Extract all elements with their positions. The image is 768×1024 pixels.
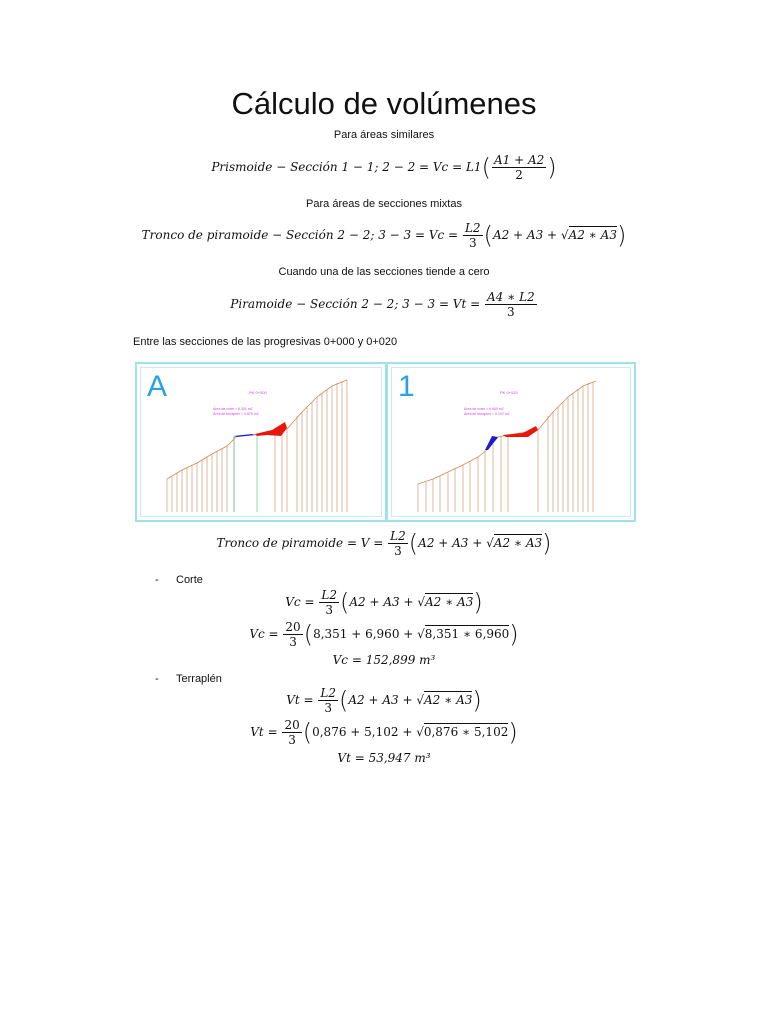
fraction xyxy=(318,686,338,715)
heading-between-sections: Entre las secciones de las progresivas 0+000 y 0+020 xyxy=(133,336,398,348)
fraction xyxy=(319,588,339,617)
panel-info-2: Área de terraplén = 5.102 m2 xyxy=(464,412,510,416)
formula-rhs: A2 + A3 + xyxy=(492,228,561,242)
numerator: A4 ∗ L2 xyxy=(487,290,535,304)
denominator: 3 xyxy=(289,635,297,649)
corte-label: Corte xyxy=(176,574,203,586)
page-title: Cálculo de volúmenes xyxy=(231,86,537,121)
corte-formula-1: Vc = $\frac{L2}{3}$ (A2 + A3 + √A2 ∗ A3) xyxy=(285,588,483,617)
sqrt-icon: √ xyxy=(416,725,424,739)
formula-tronco-piramoide: Tronco de piramoide − Sección 2 − 2; 3 − 3 = Vc = $\frac{L2}{3}$ (A2 + A3 + √A2 ∗ A3) xyxy=(141,221,627,250)
denominator: 3 xyxy=(507,305,515,319)
corte-result: Vc = 152,899 m³ xyxy=(332,653,436,667)
numerator: L2 xyxy=(320,686,337,700)
formula-lhs: Vc = xyxy=(285,595,315,609)
formula-lhs: Vc = xyxy=(249,627,279,641)
terraplen-result: Vt = 53,947 m³ xyxy=(337,751,431,765)
heading-mixed-areas: Para áreas de secciones mixtas xyxy=(306,198,462,210)
fill-area-shape xyxy=(485,436,498,450)
numerator: 20 xyxy=(285,620,301,634)
formula-tronco-general: Tronco de piramoide = V = $\frac{L2}{3}$ (A2 + A3 + √A2 ∗ A3) xyxy=(216,529,552,558)
cut-area-shape xyxy=(255,422,287,436)
cross-section-drawing-1 xyxy=(388,364,634,520)
formula-piramoide xyxy=(0,290,768,319)
panel-letter: 1 xyxy=(398,370,415,403)
formula-lhs: Tronco de piramoide = V = xyxy=(216,536,384,550)
denominator: 3 xyxy=(288,733,296,747)
formula-lhs: Prismoide − Sección 1 − 1; 2 − 2 = Vc = L1 xyxy=(211,160,482,174)
numerator: L2 xyxy=(390,529,406,543)
fraction xyxy=(485,290,537,319)
terraplen-label: Terraplén xyxy=(176,673,222,685)
fraction xyxy=(283,620,302,649)
formula-rhs: A2 + A3 + xyxy=(418,536,487,550)
numerator: L2 xyxy=(464,221,481,235)
sqrt-content: A2 ∗ A3 xyxy=(568,228,617,242)
formula-rhs: A2 + A3 + xyxy=(349,595,418,609)
fraction xyxy=(282,718,301,747)
section-panel-1 xyxy=(386,362,636,522)
cut-area-shape xyxy=(503,426,538,437)
sqrt-icon: √ xyxy=(486,536,494,550)
formula-lhs: Vt = xyxy=(286,693,314,707)
cross-section-drawing-a xyxy=(137,364,385,520)
sqrt-content: 8,351 ∗ 6,960 xyxy=(424,627,510,641)
formula-lhs: Vt = xyxy=(250,725,278,739)
formula-lhs: Tronco de piramoide − Sección 2 − 2; 3 − 3 = Vc = xyxy=(141,228,459,242)
terraplen-formula-1: Vt = $\frac{L2}{3}$ (A2 + A3 + √A2 ∗ A3) xyxy=(286,686,482,715)
panel-info-1: Área de corte = 6.960 m2 xyxy=(464,407,504,411)
numerator: L2 xyxy=(321,588,337,602)
heading-zero-section: Cuando una de las secciones tiende a cero xyxy=(278,266,490,278)
denominator: 3 xyxy=(394,544,402,558)
sqrt-content: 0,876 ∗ 5,102 xyxy=(423,725,509,739)
fraction xyxy=(388,529,408,558)
fraction xyxy=(492,153,546,182)
formula-prismoide: Prismoide − Sección 1 − 1; 2 − 2 = Vc = L1( $\frac{A1 + A2}{2}$ ) xyxy=(211,153,557,182)
fraction xyxy=(463,221,483,250)
sqrt-content: A2 ∗ A3 xyxy=(493,536,543,550)
numerator: A1 + A2 xyxy=(493,153,545,167)
denominator: 3 xyxy=(325,603,333,617)
formula-rhs: 0,876 + 5,102 + xyxy=(312,725,417,739)
terraplen-formula-2: Vt = $\frac{20}{3}$ (0,876 + 5,102 + √0,876 ∗ 5,102) xyxy=(250,718,518,747)
bullet-dash: - xyxy=(155,574,159,586)
sqrt-icon: √ xyxy=(417,595,425,609)
corte-formula-2: Vc = $\frac{20}{3}$ (8,351 + 6,960 + √8,351 ∗ 6,960) xyxy=(249,620,519,649)
sqrt-icon: √ xyxy=(560,228,569,242)
formula-rhs: A2 + A3 + xyxy=(348,693,417,707)
denominator: 2 xyxy=(515,168,523,182)
denominator: 3 xyxy=(324,701,333,715)
sqrt-content: A2 ∗ A3 xyxy=(424,693,473,707)
denominator: 3 xyxy=(468,236,477,250)
formula-rhs: 8,351 + 6,960 + xyxy=(313,627,418,641)
panel-info-2: Área de terraplén = 0.876 m2 xyxy=(213,412,259,416)
panel-pk-label: PK 0+020 xyxy=(500,390,518,395)
heading-similar-areas: Para áreas similares xyxy=(333,129,435,141)
fill-area-shape xyxy=(234,434,255,437)
sqrt-icon: √ xyxy=(417,627,425,641)
sqrt-content: A2 ∗ A3 xyxy=(424,595,474,609)
panel-info-1: Área de corte = 8.351 m2 xyxy=(213,407,253,411)
section-panel-a xyxy=(135,362,387,522)
bullet-dash: - xyxy=(155,673,159,685)
panel-pk-label: PK 0+000 xyxy=(249,390,267,395)
panel-letter: A xyxy=(147,370,168,403)
formula-lhs: Piramoide − Sección 2 − 2; 3 − 3 = Vt = xyxy=(230,297,481,311)
numerator: 20 xyxy=(284,718,300,732)
sqrt-icon: √ xyxy=(416,693,425,707)
